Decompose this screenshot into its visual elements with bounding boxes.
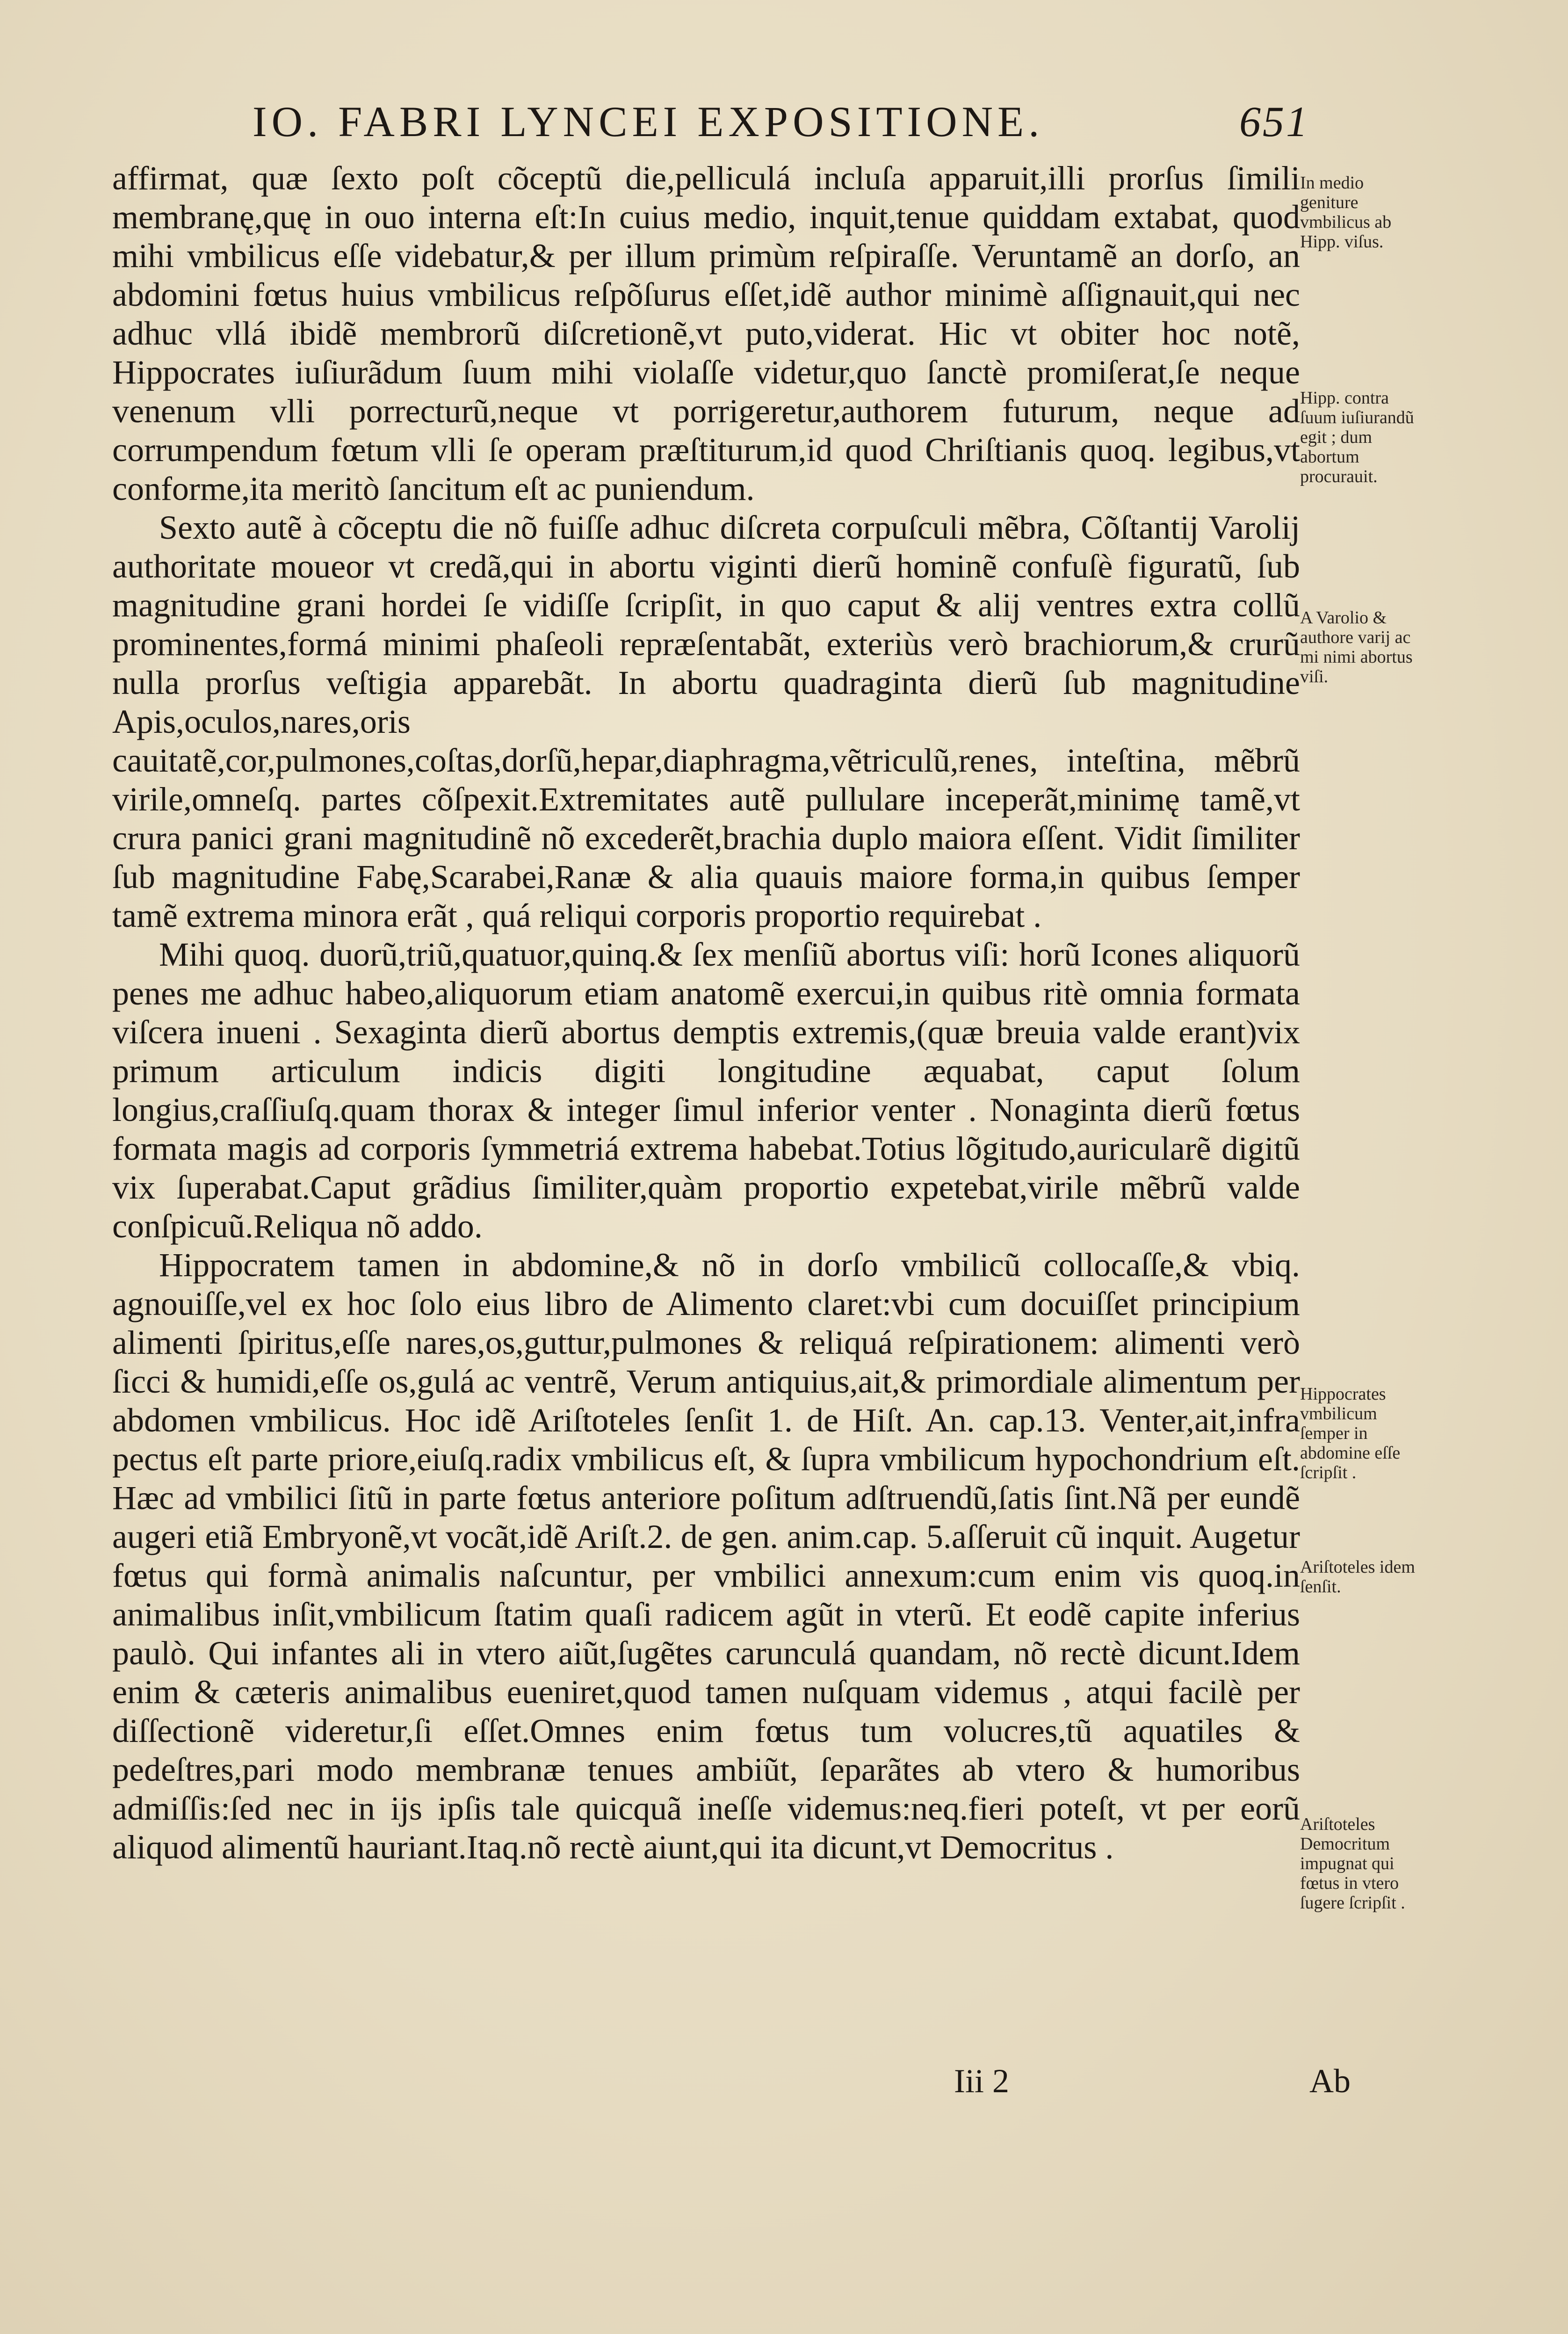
page-footer [112, 2058, 1351, 2104]
paragraph-1: affirmat, quæ ſexto poſt cõceptũ die,pelliculá incluſa apparuit,illi prorſus ſimili membranę,quę in ouo interna eſt:In cuius medio, inquit,tenue quiddam extabat, quod mihi vmbilicus eſſe videbatur,& per illum primùm reſpiraſſe. Veruntamẽ an dorſo, an abdomini fœtus huius vmbilicus reſpõſurus eſſet,idẽ author minimè aſſignauit,qui nec adhuc vllá ibidẽ membrorũ diſcretionẽ,vt puto,viderat. Hic vt obiter hoc notẽ, Hippocrates iuſiurãdum ſuum mihi violaſſe videtur,quo ſanctè promiſerat,ſe neque venenum vlli porrecturũ,neque vt porrigeretur,authorem futurum, neque ad corrumpendum fœtum vlli ſe operam præſtiturum,id quod Chriſtianis quoq. legibus,vt conforme,ita meritò ſancitum eſt ac puniendum. [112, 159, 1300, 507]
margin-note-5: Ariſtoteles idem ſenſit. [1300, 1557, 1415, 1597]
margin-note-6: Ariſtoteles Democritum impugnat qui fœtus in vtero ſugere ſcripſit . [1300, 1814, 1405, 1913]
margin-note-1: In medio geniture vmbilicus ab Hipp. viſus. [1300, 173, 1392, 252]
paragraph-4: Hippocratem tamen in abdomine,& nõ in dorſo vmbilicũ collocaſſe,& vbiq. agnouiſſe,vel ex hoc ſolo eius libro de Alimento claret:vbi cum docuiſſet principium alimenti ſpiritus,eſſe nares,os,guttur,pulmones & reliquá reſpirationem: alimenti verò ſicci & humidi,eſſe os,gulá ac ventrẽ, Verum antiquius,ait,& primordiale alimentum per abdomen vmbilicus. Hoc idẽ Ariſtoteles ſenſit 1. de Hiſt. An. cap.13. Venter,ait,infra pectus eſt parte priore,eiuſq.radix vmbilicus eſt, & ſupra vmbilicum hypochondrium eſt. Hæc ad vmbilici ſitũ in parte fœtus anteriore poſitum adſtruendũ,ſatis ſint.Nã per eundẽ augeri etiã Embryonẽ,vt vocãt,idẽ Ariſt.2. de gen. anim.cap. 5.aſſeruit cũ inquit. Augetur fœtus qui formà animalis naſcuntur, per vmbilici annexum:cum enim vis quoq.in animalibus inſit,vmbilicum ſtatim quaſi radicem agũt in vterũ. Et eodẽ capite inferius paulò. Qui infantes ali in vtero aiũt,ſugẽtes carunculá quandam, nõ rectè dicunt.Idem enim & cæteris animalibus eueniret,quod tamen nuſquam videmus , atqui facilè per diſſectionẽ videretur,ſi eſſet.Omnes enim fœtus tum volucres,tũ aquatiles & pedeſtres,pari modo membranæ tenues ambiũt, ſeparãtes ab vtero & humoribus admiſſis:ſed nec in ijs ipſis tale quicquã ineſſe videmus:neq.fieri poteſt, vt per eorũ aliquod alimentũ hauriant.Itaq.nõ rectè aiunt,qui ita dicunt,vt Democritus . [112, 1246, 1300, 1866]
page-number: 651 [1239, 98, 1309, 145]
paragraph-3: Mihi quoq. duorũ,triũ,quatuor,quinq.& ſex menſiũ abortus viſi: horũ Icones aliquorũ penes me adhuc habeo,aliquorum etiam anatomẽ exercui,in quibus ritè omnia formata viſcera inueni . Sexaginta dierũ abortus demptis extremis,(quæ breuia valde erant)vix primum articulum indicis digiti longitudine æquabat, caput ſolum longius,craſſiuſq.quam thorax & integer ſimul inferior venter . Nonaginta dierũ fœtus formata magis ad corporis ſymmetriá extrema habebat.Totius lõgitudo,auricularẽ digitũ vix ſuperabat.Caput grãdius ſimiliter,quàm proportio expetebat,virile mẽbrũ valde conſpicuũ.Reliqua nõ addo. [112, 936, 1300, 1245]
paragraph-2: Sexto autẽ à cõceptu die nõ fuiſſe adhuc diſcreta corpuſculi mẽbra, Cõſtantij Varolij authoritate moueor vt credã,qui in abortu viginti dierũ hominẽ confuſè figuratũ, ſub magnitudine grani hordei ſe vidiſſe ſcripſit, in quo caput & alij ventres extra collũ prominentes,formá minimi phaſeoli repræſentabãt, exteriùs verò brachiorum,& crurũ nulla prorſus veſtigia apparebãt. In abortu quadraginta dierũ ſub magnitudine Apis,oculos,nares,oris cauitatẽ,cor,pulmones,coſtas,dorſũ,hepar,diaphragma,vẽtriculũ,renes, inteſtina, mẽbrũ virile,omneſq. partes cõſpexit.Extremitates autẽ pullulare inceperãt,minimę tamẽ,vt crura panici grani magnitudinẽ nõ excederẽt,brachia duplo maiora eſſent. Vidit ſimiliter ſub magnitudine Fabę,Scarabei,Ranæ & alia quauis maiore forma,in quibus ſemper tamẽ extrema minora erãt , quá reliqui corporis proportio requirebat . [112, 509, 1300, 934]
signature-mark: Iii 2 [954, 2062, 1009, 2100]
margin-note-3: A Varolio & authore varij ac mi nimi abortus viſi. [1300, 608, 1413, 686]
catchword: Ab [1309, 2062, 1351, 2100]
margin-note-4: Hippocrates vmbilicum ſemper in abdomine eſſe ſcripſit . [1300, 1384, 1401, 1482]
running-title: IO. FABRI LYNCEI EXPOSITIONE. [253, 98, 1044, 145]
running-header [253, 94, 1309, 150]
margin-note-2: Hipp. contra ſuum iuſiurandũ egit ; dum abortum procurauit. [1300, 388, 1414, 486]
main-text [112, 159, 1300, 1867]
